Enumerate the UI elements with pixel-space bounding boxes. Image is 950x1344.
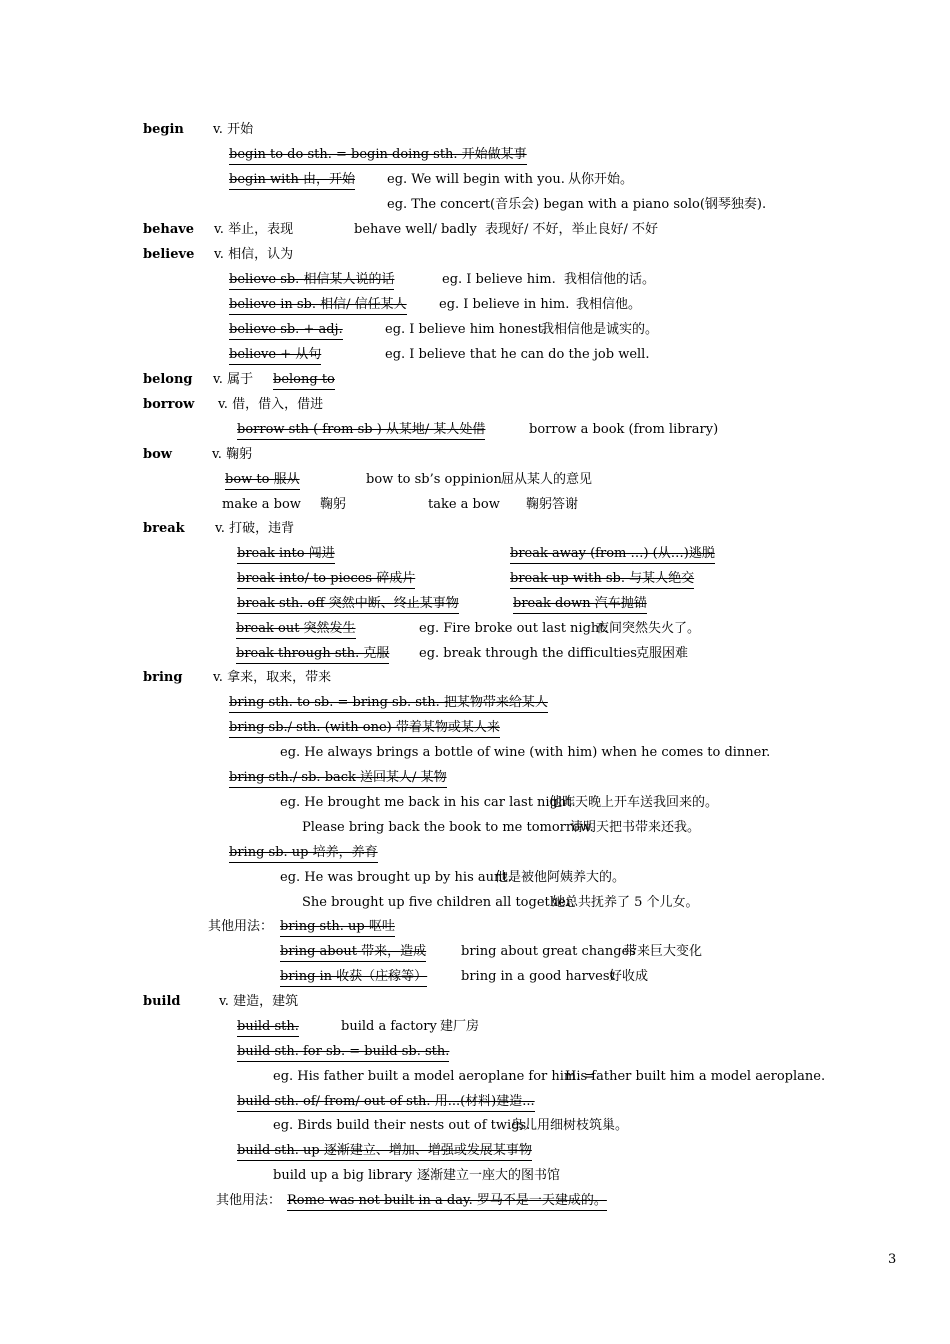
line-text: 鸟儿用细树枝筑巢。 bbox=[511, 1118, 629, 1133]
line-text: 带来巨大变化 bbox=[624, 944, 703, 959]
phrase: break out 突然发生 bbox=[236, 621, 356, 639]
phrase: break into 闯进 bbox=[237, 546, 335, 564]
headword: bring bbox=[143, 670, 183, 685]
line-text: eg. I believe him honest. bbox=[385, 322, 548, 337]
line-text: v. 举止，表现 bbox=[214, 222, 294, 237]
phrase: bring sth. up 呕吐 bbox=[280, 919, 395, 937]
line-text: 鞠躬 bbox=[320, 497, 347, 512]
phrase: begin with 由，开始 bbox=[229, 172, 355, 190]
phrase: break through sth. 克服 bbox=[236, 646, 389, 664]
headword: break bbox=[143, 521, 185, 536]
line-text: v. 借，借入，借进 bbox=[218, 397, 324, 412]
headword: bow bbox=[143, 447, 172, 462]
headword: believe bbox=[143, 247, 195, 262]
line-text: behave well/ badly bbox=[354, 222, 477, 237]
line-text: build a factory bbox=[341, 1019, 437, 1034]
phrase: bring sb./ sth. (with one) 带着某物或某人来 bbox=[229, 720, 500, 738]
line-text: 我相信他。 bbox=[576, 297, 642, 312]
headword: begin bbox=[143, 122, 184, 137]
line-text: eg. Birds build their nests out of twigs. bbox=[273, 1118, 531, 1133]
line-text: build up a big library bbox=[273, 1168, 413, 1183]
line-text: 请明天把书带来还我。 bbox=[570, 820, 701, 835]
phrase: bring sth./ sb. back 送回某人/ 某物 bbox=[229, 770, 447, 788]
line-text: take a bow bbox=[428, 497, 500, 512]
phrase: bring sb. up 培养，养育 bbox=[229, 845, 378, 863]
line-text: v. 开始 bbox=[213, 122, 254, 137]
phrase: bow to 服从 bbox=[225, 472, 300, 490]
line-text: bring in a good harvest bbox=[461, 969, 615, 984]
line-text: 其他用法： bbox=[216, 1193, 282, 1208]
phrase: bring in 收获（庄稼等） bbox=[280, 969, 427, 987]
line-text: 她总共抚养了 5 个儿女。 bbox=[552, 895, 699, 910]
line-text: eg. He always brings a bottle of wine (with him) when he comes to dinner. bbox=[280, 745, 771, 760]
headword: behave bbox=[143, 222, 195, 237]
phrase: break into/ to pieces 碎成片 bbox=[237, 571, 415, 589]
line-text: v. 属于 bbox=[213, 372, 254, 387]
line-text: 鞠躬答谢 bbox=[526, 497, 579, 512]
phrase: break down 汽车抛锚 bbox=[513, 596, 647, 614]
line-text: eg. Fire broke out last night. bbox=[419, 621, 609, 636]
line-text: She brought up five children all together. bbox=[302, 895, 575, 910]
line-text: 我相信他的话。 bbox=[564, 272, 656, 287]
line-text: 他是被他阿姨养大的。 bbox=[495, 870, 626, 885]
line-text: 逐渐建立一座大的图书馆 bbox=[417, 1168, 561, 1183]
phrase: believe sb. + adj. bbox=[229, 322, 343, 340]
line-text: His father built him a model aeroplane. bbox=[565, 1069, 826, 1084]
line-text: 屈从某人的意见 bbox=[501, 472, 593, 487]
line-text: v. 相信，认为 bbox=[214, 247, 294, 262]
line-text: v. 建造，建筑 bbox=[219, 994, 299, 1009]
line-text: 表现好/ 不好，举止良好/ 不好 bbox=[485, 222, 659, 237]
line-text: 从你开始。 bbox=[568, 172, 634, 187]
line-text: 建厂房 bbox=[440, 1019, 480, 1034]
phrase: bring sth. to sb. = bring sb. sth. 把某物带来给某人 bbox=[229, 695, 548, 713]
line-text: eg. He brought me back in his car last night. bbox=[280, 795, 576, 810]
phrase: bring about 带来，造成 bbox=[280, 944, 426, 962]
line-text: 其他用法： bbox=[208, 919, 274, 934]
line-text: eg. He was brought up by his aunt. bbox=[280, 870, 512, 885]
phrase: break sth. off 突然中断、终止某事物 bbox=[237, 596, 459, 614]
line-text: eg. The concert(音乐会) began with a piano solo(钢琴独奏). bbox=[387, 197, 767, 212]
phrase: build sth. bbox=[237, 1019, 299, 1037]
line-text: eg. His father built a model aeroplane for him. = bbox=[273, 1069, 596, 1084]
line-text: eg. I believe him. bbox=[442, 272, 556, 287]
phrase: borrow sth ( from sb ) 从某地/ 某人处借 bbox=[237, 422, 485, 440]
line-text: Please bring back the book to me tomorrow. bbox=[302, 820, 594, 835]
phrase: belong to bbox=[273, 372, 335, 390]
page-number: 3 bbox=[888, 1252, 897, 1267]
line-text: eg. I believe that he can do the job well. bbox=[385, 347, 650, 362]
phrase: build sth. up 逐渐建立、增加、增强或发展某事物 bbox=[237, 1143, 532, 1161]
line-text: v. 拿来，取来，带来 bbox=[213, 670, 332, 685]
phrase: break up with sb. 与某人绝交 bbox=[510, 571, 694, 589]
line-text: 克服困难 bbox=[636, 646, 689, 661]
line-text: 我相信他是诚实的。 bbox=[541, 322, 659, 337]
phrase: believe + 从句 bbox=[229, 347, 321, 365]
phrase: believe in sb. 相信/ 信任某人 bbox=[229, 297, 407, 315]
phrase: begin to do sth. = begin doing sth. 开始做某事 bbox=[229, 147, 527, 165]
headword: belong bbox=[143, 372, 193, 387]
line-text: eg. break through the difficulties bbox=[419, 646, 637, 661]
phrase: build sth. for sb. = build sb. sth. bbox=[237, 1044, 449, 1062]
line-text: v. 鞠躬 bbox=[212, 447, 253, 462]
line-text: make a bow bbox=[222, 497, 301, 512]
line-text: bring about great changes bbox=[461, 944, 636, 959]
line-text: borrow a book (from library) bbox=[529, 422, 719, 437]
line-text: v. 打破，违背 bbox=[215, 521, 295, 536]
headword: borrow bbox=[143, 397, 195, 412]
headword: build bbox=[143, 994, 181, 1009]
phrase: break away (from …) (从…)逃脱 bbox=[510, 546, 715, 564]
phrase: believe sb. 相信某人说的话 bbox=[229, 272, 394, 290]
line-text: eg. We will begin with you. bbox=[387, 172, 565, 187]
line-text: eg. I believe in him. bbox=[439, 297, 570, 312]
line-text: 夜间突然失火了。 bbox=[596, 621, 701, 636]
phrase: Rome was not built in a day. 罗马不是一天建成的。 bbox=[287, 1193, 607, 1211]
line-text: 他昨天晚上开车送我回来的。 bbox=[549, 795, 719, 810]
line-text: bow to sb’s oppinion bbox=[366, 472, 502, 487]
phrase: build sth. of/ from/ out of sth. 用...(材料)建造... bbox=[237, 1094, 535, 1112]
line-text: 好收成 bbox=[609, 969, 649, 984]
